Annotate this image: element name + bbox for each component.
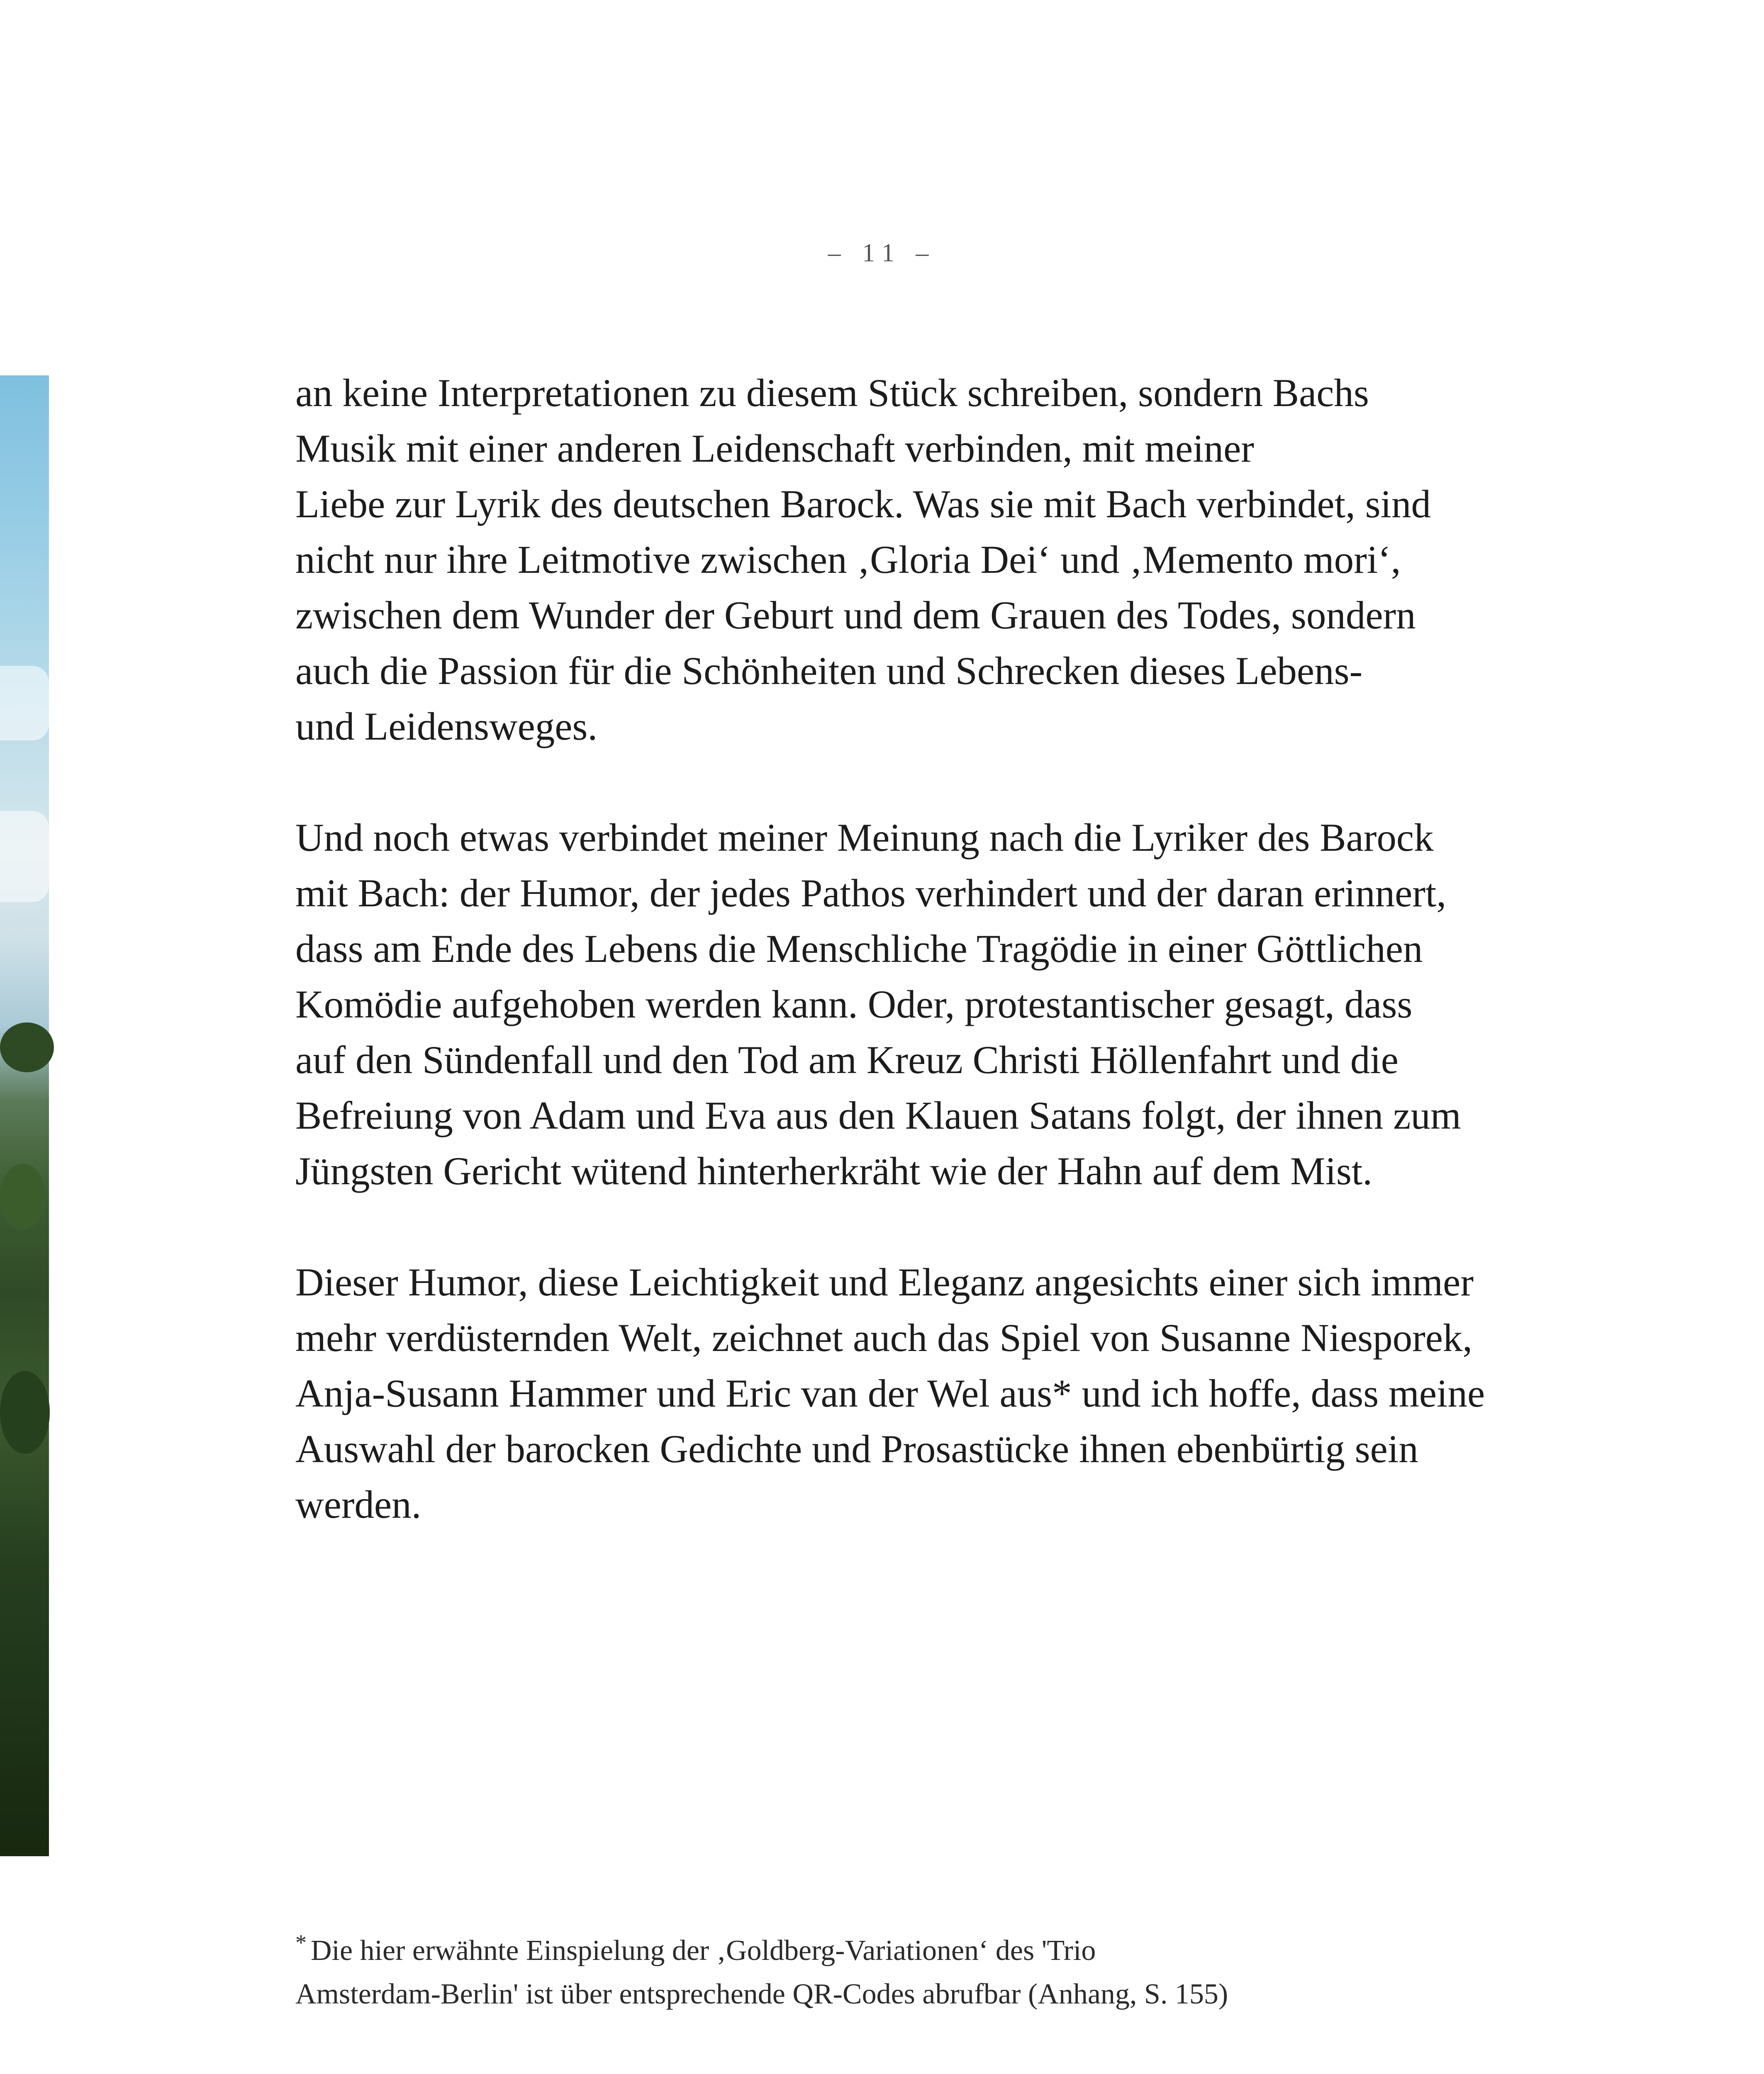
footnote-line	[295, 1929, 1540, 1972]
text-line: mit Bach: der Humor, der jedes Pathos verhindert und der daran erinnert,	[295, 871, 1447, 915]
edge-photo-foliage	[0, 1371, 50, 1454]
edge-photo-foliage	[0, 1164, 46, 1230]
edge-photo-cloud	[0, 666, 49, 740]
text-line: zwischen dem Wunder der Geburt und dem Grauen des Todes, sondern	[295, 593, 1416, 637]
edge-photo-foliage	[0, 1022, 54, 1072]
footnote-marker: *	[295, 1930, 307, 1955]
text-line: und Leidensweges.	[295, 704, 598, 748]
footnote-text: Die hier erwähnte Einspielung der ‚Goldberg-Variationen‘ des 'Trio	[311, 1935, 1096, 1967]
edge-photo-cloud	[0, 811, 49, 902]
text-line: nicht nur ihre Leitmotive zwischen ‚Gloria Dei‘ und ‚Memento mori‘,	[295, 538, 1401, 582]
edge-photo	[0, 375, 49, 1856]
text-line: werden.	[295, 1482, 422, 1526]
running-head: – 11 –	[828, 239, 936, 267]
paragraph	[295, 1254, 1540, 1532]
text-line: Auswahl der barocken Gedichte und Prosastücke ihnen ebenbürtig sein	[295, 1427, 1418, 1471]
text-line: Und noch etwas verbindet meiner Meinung nach die Lyriker des Barock	[295, 815, 1434, 859]
text-line: dass am Ende des Lebens die Menschliche Tragödie in einer Göttlichen	[295, 927, 1423, 971]
text-line: Liebe zur Lyrik des deutschen Barock. Was sie mit Bach verbindet, sind	[295, 482, 1431, 526]
text-line: Musik mit einer anderen Leidenschaft verbinden, mit meiner	[295, 426, 1254, 470]
text-line: Dieser Humor, diese Leichtigkeit und Eleganz angesichts einer sich immer	[295, 1260, 1474, 1304]
text-line: auf den Sündenfall und den Tod am Kreuz Christi Höllenfahrt und die	[295, 1038, 1399, 1082]
footnote	[295, 1929, 1540, 2016]
text-line: Jüngsten Gericht wütend hinterherkräht wie der Hahn auf dem Mist.	[295, 1149, 1372, 1193]
paragraph	[295, 810, 1540, 1199]
footnote-line: Amsterdam-Berlin' ist über entsprechende QR-Codes abrufbar (Anhang, S. 155)	[295, 1978, 1228, 2010]
text-line: Komödie aufgehoben werden kann. Oder, protestantischer gesagt, dass	[295, 982, 1413, 1026]
text-line: Befreiung von Adam und Eva aus den Klauen Satans folgt, der ihnen zum	[295, 1093, 1461, 1137]
text-line: mehr verdüsternden Welt, zeichnet auch das Spiel von Susanne Niesporek,	[295, 1316, 1473, 1360]
text-line: auch die Passion für die Schönheiten und Schrecken dieses Lebens-	[295, 649, 1363, 693]
paragraph	[295, 365, 1540, 754]
text-line: an keine Interpretationen zu diesem Stück schreiben, sondern Bachs	[295, 371, 1369, 415]
body-text	[295, 365, 1540, 1588]
text-line: Anja-Susann Hammer und Eric van der Wel aus* und ich hoffe, dass meine	[295, 1371, 1485, 1415]
